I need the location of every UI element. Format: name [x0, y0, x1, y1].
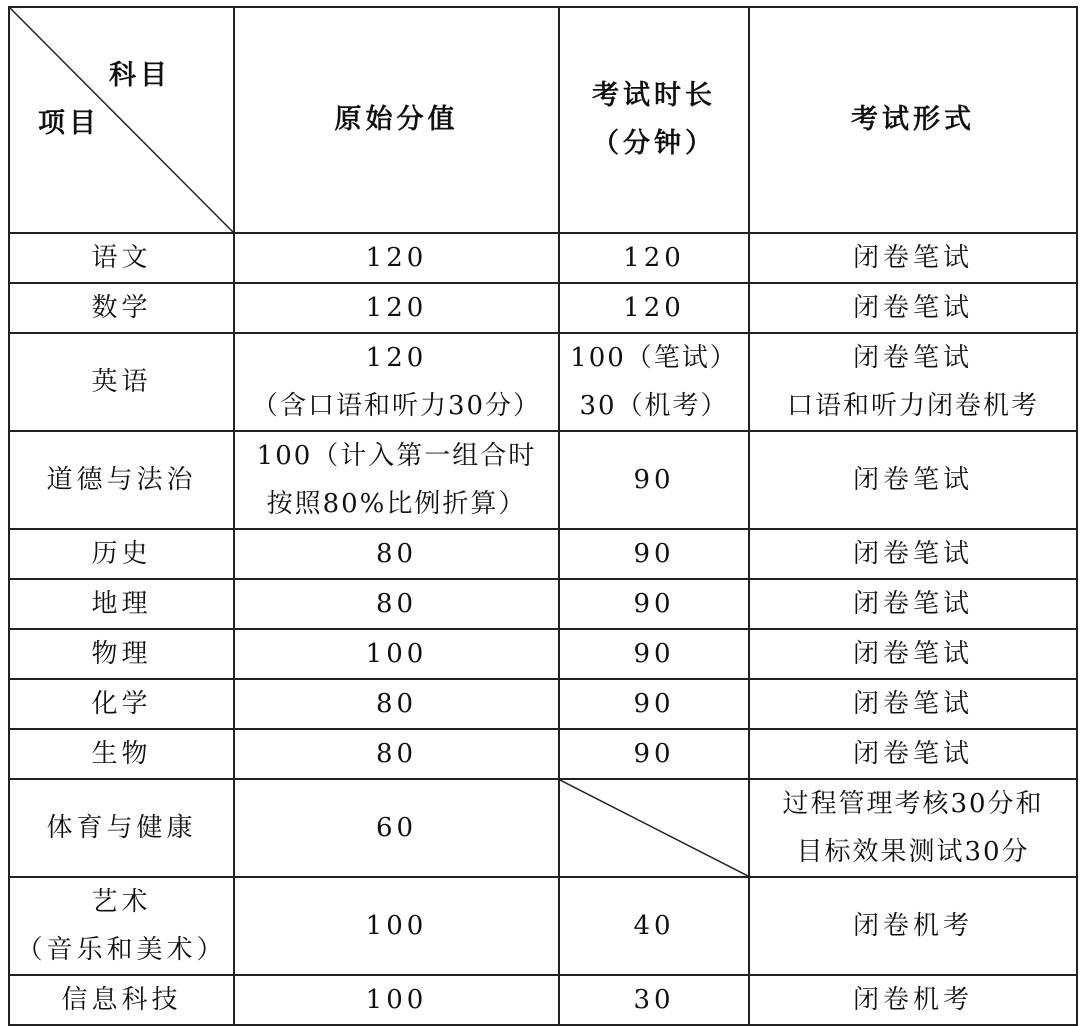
col-header-format: 考试形式: [749, 7, 1077, 233]
format-cell: 闭卷笔试: [749, 431, 1077, 529]
score-line-1: 120: [365, 343, 428, 373]
duration-cell: 90: [559, 529, 749, 579]
format-line-2: 口语和听力闭卷机考: [786, 391, 1039, 421]
duration-cell: 120: [559, 283, 749, 333]
corner-subject-label: 科目: [109, 60, 171, 91]
subject-cell: 生物: [9, 729, 234, 779]
score-cell: 120: [234, 233, 559, 283]
duration-line-2: 30（机考）: [579, 391, 729, 421]
table-row: [9, 629, 1077, 679]
score-cell: 80: [234, 729, 559, 779]
format-cell: 闭卷笔试: [749, 679, 1077, 729]
subject-line-1: 艺术: [91, 887, 152, 917]
duration-cell: 90: [559, 431, 749, 529]
format-cell: 闭卷机考: [749, 975, 1077, 1025]
table-row: [9, 333, 1077, 431]
score-cell: 100: [234, 975, 559, 1025]
duration-cell: [559, 333, 749, 431]
format-cell: 闭卷笔试: [749, 283, 1077, 333]
duration-cell-empty: [559, 779, 749, 877]
format-cell: 闭卷笔试: [749, 729, 1077, 779]
score-cell: 80: [234, 679, 559, 729]
score-line-2: （含口语和听力30分）: [251, 391, 542, 421]
duration-cell: 90: [559, 729, 749, 779]
score-line-2: 按照80%比例折算）: [266, 489, 527, 519]
format-cell: 闭卷笔试: [749, 579, 1077, 629]
format-cell: [749, 333, 1077, 431]
col-header-duration: [559, 7, 749, 233]
header-row: [9, 7, 1077, 233]
subject-cell: 化学: [9, 679, 234, 729]
table-row: [9, 529, 1077, 579]
corner-header-cell: [9, 7, 234, 233]
score-cell: 120: [234, 283, 559, 333]
format-cell: 闭卷笔试: [749, 529, 1077, 579]
table-row: [9, 283, 1077, 333]
score-line-1: 100（计入第一组合时: [256, 441, 537, 471]
subject-cell: 体育与健康: [9, 779, 234, 877]
format-cell: 闭卷笔试: [749, 233, 1077, 283]
score-cell: 60: [234, 779, 559, 877]
subject-line-2: （音乐和美术）: [16, 935, 227, 965]
duration-line-1: 100（笔试）: [570, 343, 738, 373]
score-cell: [234, 431, 559, 529]
duration-cell: 120: [559, 233, 749, 283]
duration-cell: 90: [559, 579, 749, 629]
col-header-duration-line2: （分钟）: [592, 128, 716, 159]
table-row: [9, 679, 1077, 729]
score-cell: 100: [234, 629, 559, 679]
subject-cell: 物理: [9, 629, 234, 679]
subject-cell: [9, 877, 234, 975]
score-cell: 80: [234, 579, 559, 629]
table-row: [9, 877, 1077, 975]
subject-cell: 地理: [9, 579, 234, 629]
format-cell: 闭卷笔试: [749, 629, 1077, 679]
col-header-score: 原始分值: [234, 7, 559, 233]
duration-cell: 90: [559, 629, 749, 679]
subject-cell: 数学: [9, 283, 234, 333]
subject-cell: 英语: [9, 333, 234, 431]
duration-cell: 90: [559, 679, 749, 729]
col-header-duration-line1: 考试时长: [592, 80, 716, 111]
duration-cell: 40: [559, 877, 749, 975]
duration-cell: 30: [559, 975, 749, 1025]
subject-cell: 语文: [9, 233, 234, 283]
table-row: [9, 431, 1077, 529]
subject-cell: 信息科技: [9, 975, 234, 1025]
table-row: [9, 975, 1077, 1025]
diagonal-line: [560, 780, 748, 876]
score-cell: 80: [234, 529, 559, 579]
exam-table: [8, 6, 1078, 1026]
format-cell: 闭卷机考: [749, 877, 1077, 975]
table-row: [9, 779, 1077, 877]
format-line-1: 闭卷笔试: [852, 343, 973, 373]
format-line-2: 目标效果测试30分: [796, 837, 1030, 867]
subject-cell: 道德与法治: [9, 431, 234, 529]
subject-cell: 历史: [9, 529, 234, 579]
table-row: [9, 579, 1077, 629]
score-cell: 100: [234, 877, 559, 975]
table-row: [9, 729, 1077, 779]
table-row: [9, 233, 1077, 283]
format-line-1: 过程管理考核30分和: [782, 789, 1044, 819]
score-cell: [234, 333, 559, 431]
corner-item-label: 项目: [38, 108, 100, 139]
format-cell: [749, 779, 1077, 877]
